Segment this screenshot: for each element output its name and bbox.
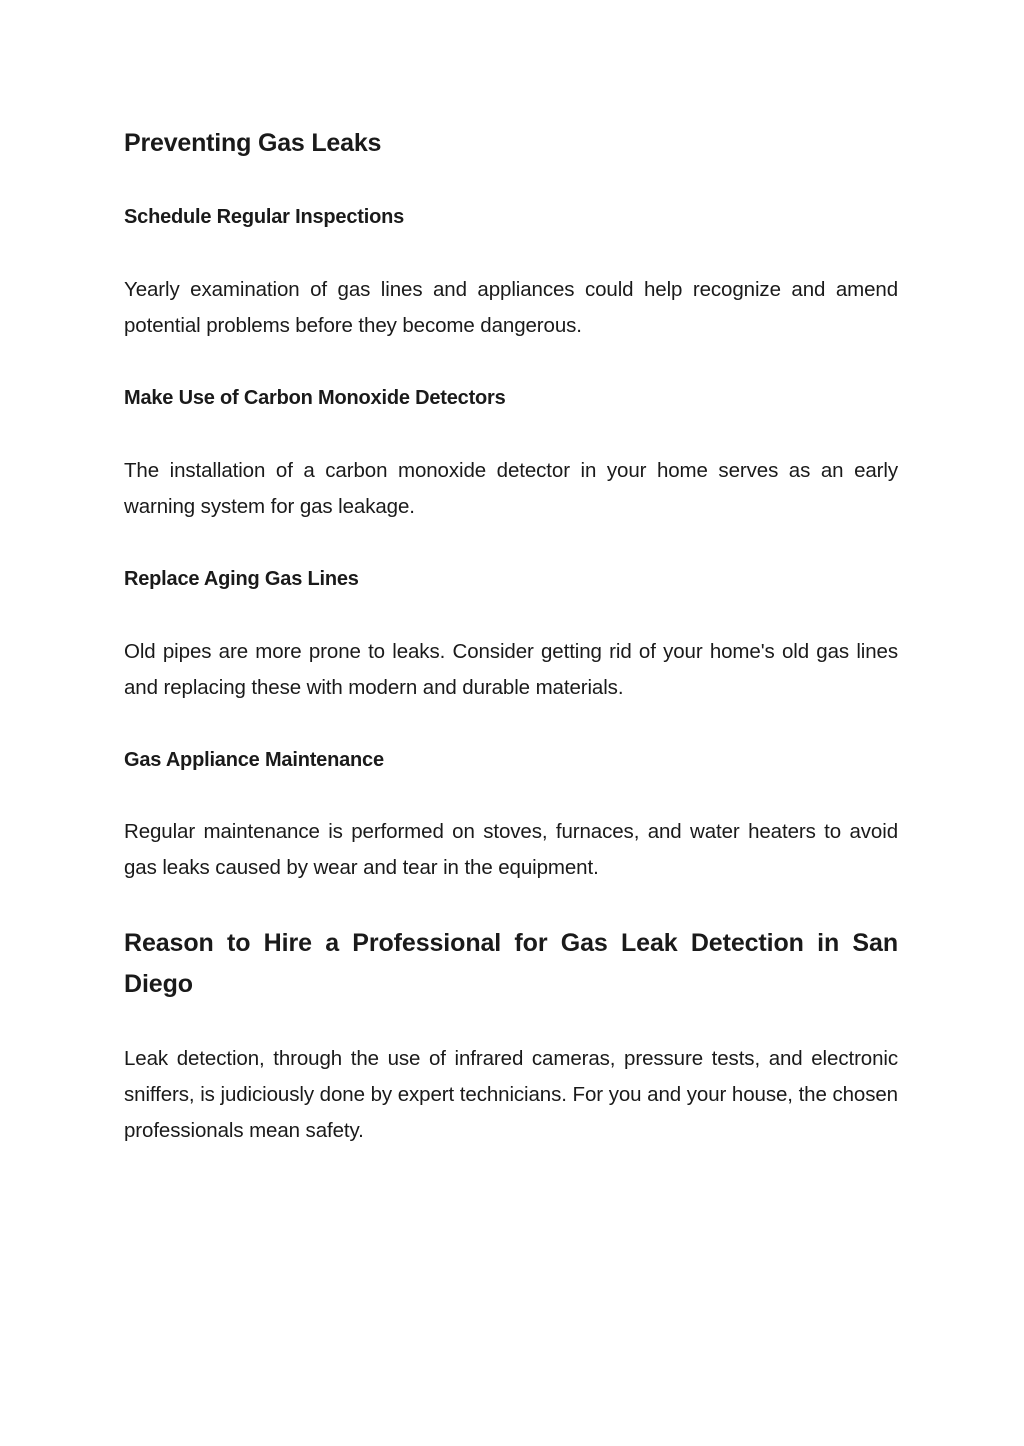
reason-body: Leak detection, through the use of infrared cameras, pressure tests, and electronic sniffers, is judiciously done by expert technicians. For you and your house, the chosen professionals mean safety. xyxy=(124,1047,898,1143)
section-body-appliance-maintenance: Regular maintenance is performed on stoves, furnaces, and water heaters to avoid gas leaks caused by wear and tear in the equipment. xyxy=(124,820,898,880)
section-heading-inspections: Schedule Regular Inspections xyxy=(124,206,405,228)
section-heading-co-detectors: Make Use of Carbon Monoxide Detectors xyxy=(124,387,506,409)
section-body-inspections: Yearly examination of gas lines and appliances could help recognize and amend potential problems before they become dangerous. xyxy=(124,278,898,338)
reason-heading: Reason to Hire a Professional for Gas Leak Detection in San Diego xyxy=(124,929,898,998)
section-body-co-detectors: The installation of a carbon monoxide detector in your home serves as an early warning system for gas leakage. xyxy=(124,459,898,519)
section-heading-gas-lines: Replace Aging Gas Lines xyxy=(124,568,359,590)
section-heading-appliance-maintenance: Gas Appliance Maintenance xyxy=(124,749,384,771)
page-title: Preventing Gas Leaks xyxy=(124,129,382,157)
section-body-gas-lines: Old pipes are more prone to leaks. Consider getting rid of your home's old gas lines and replacing these with modern and durable materials. xyxy=(124,640,898,700)
